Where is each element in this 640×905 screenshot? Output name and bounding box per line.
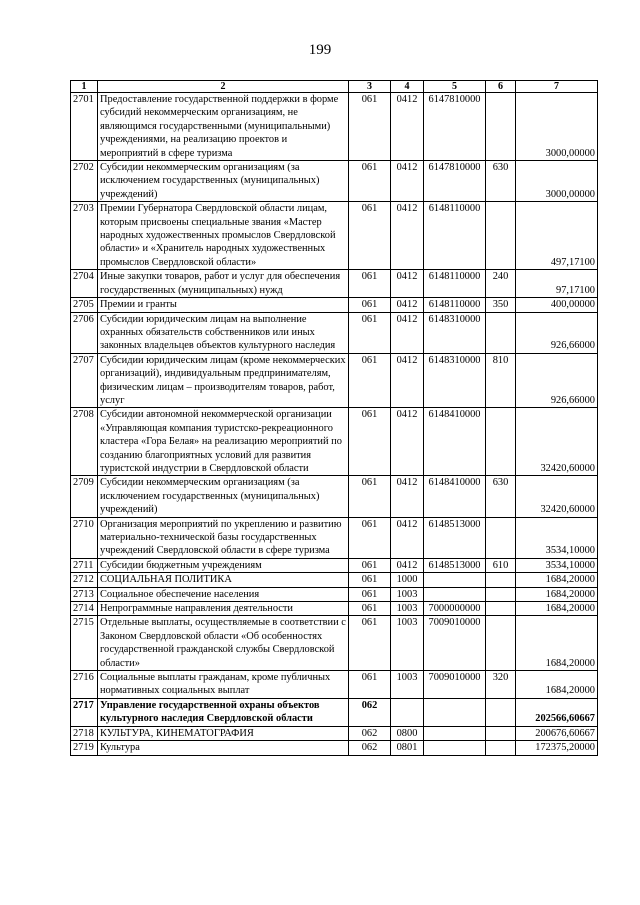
row-article-code: 6148310000 bbox=[424, 353, 486, 408]
table-row bbox=[71, 476, 598, 517]
table-row bbox=[71, 202, 598, 270]
row-sum: 172375,20000 bbox=[516, 741, 598, 755]
header-col-4: 4 bbox=[391, 81, 424, 93]
table-row bbox=[71, 602, 598, 616]
row-article-code bbox=[424, 573, 486, 587]
row-article-code: 6148310000 bbox=[424, 312, 486, 353]
page-number: 199 bbox=[308, 42, 332, 58]
row-article-code: 6148110000 bbox=[424, 202, 486, 270]
row-admin-code: 061 bbox=[349, 270, 391, 298]
row-number: 2713 bbox=[71, 587, 98, 601]
row-article-code: 6148110000 bbox=[424, 298, 486, 312]
row-admin-code: 061 bbox=[349, 671, 391, 699]
row-expense-code bbox=[486, 726, 516, 740]
row-name: Предоставление государственной поддержки в форме субсидий некоммерческим организациям, не являющимся государственными (муниципальными) учреждениями, на реализацию проектов и мероприятий в сфере туризма bbox=[98, 93, 349, 161]
row-section-code: 1003 bbox=[391, 602, 424, 616]
row-section-code: 0801 bbox=[391, 741, 424, 755]
row-sum: 400,00000 bbox=[516, 298, 598, 312]
table-row bbox=[71, 726, 598, 740]
row-article-code: 6147810000 bbox=[424, 161, 486, 202]
row-expense-code: 630 bbox=[486, 476, 516, 517]
header-col-6: 6 bbox=[486, 81, 516, 93]
row-sum: 926,66000 bbox=[516, 312, 598, 353]
table-row bbox=[71, 161, 598, 202]
header-row bbox=[71, 81, 598, 93]
row-expense-code bbox=[486, 741, 516, 755]
row-expense-code: 630 bbox=[486, 161, 516, 202]
row-number: 2711 bbox=[71, 558, 98, 572]
row-section-code: 0412 bbox=[391, 476, 424, 517]
row-name: Социальное обеспечение населения bbox=[98, 587, 349, 601]
row-number: 2708 bbox=[71, 408, 98, 476]
table-row bbox=[71, 587, 598, 601]
header-col-7: 7 bbox=[516, 81, 598, 93]
row-expense-code bbox=[486, 408, 516, 476]
table-row bbox=[71, 558, 598, 572]
row-article-code: 6148513000 bbox=[424, 517, 486, 558]
row-admin-code: 061 bbox=[349, 476, 391, 517]
row-section-code: 0412 bbox=[391, 270, 424, 298]
budget-table bbox=[70, 80, 598, 756]
row-article-code: 7000000000 bbox=[424, 602, 486, 616]
table-row bbox=[71, 698, 598, 726]
row-expense-code bbox=[486, 573, 516, 587]
row-number: 2710 bbox=[71, 517, 98, 558]
row-section-code: 0800 bbox=[391, 726, 424, 740]
row-section-code: 1003 bbox=[391, 671, 424, 699]
row-name: Иные закупки товаров, работ и услуг для обеспечения государственных (муниципальных) нужд bbox=[98, 270, 349, 298]
row-sum: 3534,10000 bbox=[516, 517, 598, 558]
table-row bbox=[71, 517, 598, 558]
table-row bbox=[71, 671, 598, 699]
row-sum: 3000,00000 bbox=[516, 93, 598, 161]
table-row bbox=[71, 312, 598, 353]
row-sum: 32420,60000 bbox=[516, 408, 598, 476]
header-col-1: 1 bbox=[71, 81, 98, 93]
row-number: 2709 bbox=[71, 476, 98, 517]
row-name: Субсидии автономной некоммерческой организации «Управляющая компания туристско-рекреационного кластера «Гора Белая» на реализацию мероприятий по созданию благоприятных условий для развития туристской индустрии в Свердловской области bbox=[98, 408, 349, 476]
row-article-code: 7009010000 bbox=[424, 616, 486, 671]
row-article-code: 7009010000 bbox=[424, 671, 486, 699]
row-sum: 1684,20000 bbox=[516, 616, 598, 671]
row-name: Премии и гранты bbox=[98, 298, 349, 312]
row-expense-code bbox=[486, 698, 516, 726]
row-admin-code: 061 bbox=[349, 616, 391, 671]
row-sum: 3000,00000 bbox=[516, 161, 598, 202]
row-section-code: 0412 bbox=[391, 298, 424, 312]
row-section-code: 0412 bbox=[391, 517, 424, 558]
table-row bbox=[71, 270, 598, 298]
row-sum: 1684,20000 bbox=[516, 587, 598, 601]
row-article-code bbox=[424, 726, 486, 740]
row-expense-code bbox=[486, 202, 516, 270]
row-name: Субсидии некоммерческим организациям (за исключением государственных (муниципальных) учреждений) bbox=[98, 476, 349, 517]
row-sum: 1684,20000 bbox=[516, 573, 598, 587]
row-article-code: 6147810000 bbox=[424, 93, 486, 161]
header-col-5: 5 bbox=[424, 81, 486, 93]
row-expense-code: 320 bbox=[486, 671, 516, 699]
row-number: 2702 bbox=[71, 161, 98, 202]
table-row bbox=[71, 93, 598, 161]
table-row bbox=[71, 298, 598, 312]
row-number: 2718 bbox=[71, 726, 98, 740]
row-article-code: 6148110000 bbox=[424, 270, 486, 298]
row-expense-code bbox=[486, 93, 516, 161]
row-expense-code: 350 bbox=[486, 298, 516, 312]
header-col-2: 2 bbox=[98, 81, 349, 93]
row-expense-code bbox=[486, 517, 516, 558]
row-expense-code bbox=[486, 602, 516, 616]
row-article-code: 6148410000 bbox=[424, 476, 486, 517]
row-name: Субсидии юридическим лицам на выполнение охранных обязательств собственников или иных законных владельцев объектов культурного наследия bbox=[98, 312, 349, 353]
row-admin-code: 061 bbox=[349, 602, 391, 616]
row-section-code: 0412 bbox=[391, 93, 424, 161]
row-section-code: 1003 bbox=[391, 616, 424, 671]
row-sum: 97,17100 bbox=[516, 270, 598, 298]
row-name: Социальные выплаты гражданам, кроме публичных нормативных социальных выплат bbox=[98, 671, 349, 699]
row-number: 2706 bbox=[71, 312, 98, 353]
row-number: 2701 bbox=[71, 93, 98, 161]
row-admin-code: 061 bbox=[349, 93, 391, 161]
row-number: 2716 bbox=[71, 671, 98, 699]
row-number: 2715 bbox=[71, 616, 98, 671]
row-expense-code: 240 bbox=[486, 270, 516, 298]
row-admin-code: 061 bbox=[349, 408, 391, 476]
row-admin-code: 061 bbox=[349, 312, 391, 353]
row-section-code: 1000 bbox=[391, 573, 424, 587]
row-expense-code bbox=[486, 312, 516, 353]
row-sum: 202566,60667 bbox=[516, 698, 598, 726]
row-admin-code: 062 bbox=[349, 726, 391, 740]
row-admin-code: 061 bbox=[349, 587, 391, 601]
row-admin-code: 061 bbox=[349, 161, 391, 202]
row-sum: 200676,60667 bbox=[516, 726, 598, 740]
row-sum: 497,17100 bbox=[516, 202, 598, 270]
row-name: Отдельные выплаты, осуществляемые в соответствии с Законом Свердловской области «Об особенностях государственной гражданской службы Свердловской области» bbox=[98, 616, 349, 671]
row-number: 2714 bbox=[71, 602, 98, 616]
row-expense-code bbox=[486, 587, 516, 601]
row-number: 2717 bbox=[71, 698, 98, 726]
row-article-code bbox=[424, 698, 486, 726]
row-section-code: 1003 bbox=[391, 587, 424, 601]
row-number: 2704 bbox=[71, 270, 98, 298]
row-admin-code: 061 bbox=[349, 573, 391, 587]
row-number: 2705 bbox=[71, 298, 98, 312]
row-article-code: 6148513000 bbox=[424, 558, 486, 572]
row-admin-code: 062 bbox=[349, 698, 391, 726]
table-row bbox=[71, 353, 598, 408]
row-number: 2703 bbox=[71, 202, 98, 270]
row-section-code: 0412 bbox=[391, 202, 424, 270]
table-row bbox=[71, 573, 598, 587]
row-admin-code: 061 bbox=[349, 353, 391, 408]
row-section-code: 0412 bbox=[391, 558, 424, 572]
header-col-3: 3 bbox=[349, 81, 391, 93]
row-admin-code: 061 bbox=[349, 558, 391, 572]
row-article-code bbox=[424, 741, 486, 755]
row-name: КУЛЬТУРА, КИНЕМАТОГРАФИЯ bbox=[98, 726, 349, 740]
row-sum: 3534,10000 bbox=[516, 558, 598, 572]
table-row bbox=[71, 616, 598, 671]
row-expense-code: 810 bbox=[486, 353, 516, 408]
row-section-code: 0412 bbox=[391, 312, 424, 353]
row-section-code: 0412 bbox=[391, 161, 424, 202]
row-article-code: 6148410000 bbox=[424, 408, 486, 476]
row-expense-code bbox=[486, 616, 516, 671]
row-section-code bbox=[391, 698, 424, 726]
table-row bbox=[71, 741, 598, 755]
row-number: 2712 bbox=[71, 573, 98, 587]
row-article-code bbox=[424, 587, 486, 601]
row-name: Культура bbox=[98, 741, 349, 755]
row-name: Управление государственной охраны объектов культурного наследия Свердловской области bbox=[98, 698, 349, 726]
row-section-code: 0412 bbox=[391, 408, 424, 476]
row-number: 2719 bbox=[71, 741, 98, 755]
row-sum: 1684,20000 bbox=[516, 602, 598, 616]
row-admin-code: 061 bbox=[349, 202, 391, 270]
row-admin-code: 061 bbox=[349, 517, 391, 558]
row-name: Непрограммные направления деятельности bbox=[98, 602, 349, 616]
row-name: Субсидии юридическим лицам (кроме некоммерческих организаций), индивидуальным предпринимателям, физическим лицам – производителям товаров, работ, услуг bbox=[98, 353, 349, 408]
row-section-code: 0412 bbox=[391, 353, 424, 408]
row-name: Субсидии бюджетным учреждениям bbox=[98, 558, 349, 572]
row-number: 2707 bbox=[71, 353, 98, 408]
row-name: Организация мероприятий по укреплению и развитию материально-технической базы государственных учреждений Свердловской области в сфере туризма bbox=[98, 517, 349, 558]
row-sum: 926,66000 bbox=[516, 353, 598, 408]
row-expense-code: 610 bbox=[486, 558, 516, 572]
row-sum: 32420,60000 bbox=[516, 476, 598, 517]
row-admin-code: 062 bbox=[349, 741, 391, 755]
row-name: Премии Губернатора Свердловской области лицам, которым присвоены специальные звания «Мастер народных художественных промыслов Свердловской области» и «Хранитель народных художественных промыслов Свердловской области» bbox=[98, 202, 349, 270]
row-name: СОЦИАЛЬНАЯ ПОЛИТИКА bbox=[98, 573, 349, 587]
table-row bbox=[71, 408, 598, 476]
row-sum: 1684,20000 bbox=[516, 671, 598, 699]
row-name: Субсидии некоммерческим организациям (за исключением государственных (муниципальных) учреждений) bbox=[98, 161, 349, 202]
row-admin-code: 061 bbox=[349, 298, 391, 312]
